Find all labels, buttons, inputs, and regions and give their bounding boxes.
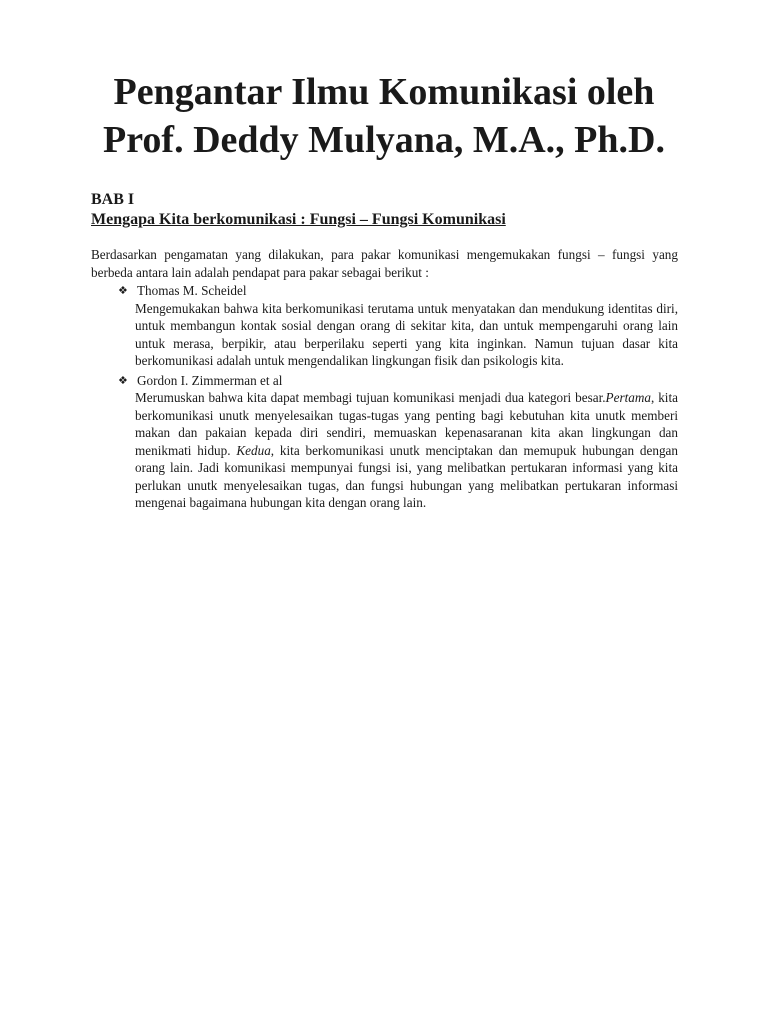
diamond-bullet-icon: ❖ <box>118 284 128 297</box>
list-item-heading <box>91 282 678 300</box>
emphasis-pertama: Pertama <box>605 390 651 405</box>
list-item <box>91 372 678 512</box>
title-line-1: Pengantar Ilmu Komunikasi oleh <box>113 71 655 113</box>
title-line-2: Prof. Deddy Mulyana, M.A., Ph.D. <box>103 119 665 161</box>
expert-list <box>91 282 678 514</box>
expert-name: Thomas M. Scheidel <box>137 283 247 298</box>
description-text: Merumuskan bahwa kita dapat membagi tujuan komunikasi menjadi dua kategori besar. <box>135 390 606 405</box>
description-text: , kita berkomunikasi unutk menyelesaikan tugas-tugas yang penting bagi kebutuhan kita unutk memberi makan dan pakaian kepada diri sendiri, memuaskan kepenasaranan kita akan lingkungan dan menikmati hidup. <box>135 390 678 458</box>
diamond-bullet-icon: ❖ <box>118 373 128 387</box>
intro-paragraph: Berdasarkan pengamatan yang dilakukan, para pakar komunikasi mengemukakan fungsi – fungsi yang berbeda antara lain adalah pendapat para pakar sebagai berikut : <box>91 247 678 280</box>
chapter-title: Mengapa Kita berkomunikasi : Fungsi – Fungsi Komunikasi <box>91 211 506 228</box>
description-text: , kita berkomunikasi unutk menciptakan dan memupuk hubungan dengan orang lain. Jadi komunikasi mempunyai fungsi isi, yang melibatkan pertukaran informasi yang kita perlukan unutk menyelesaikan tugas, dan fungsi hubungan yang melibatkan pertukaran informasi mengenai bagaimana hubungan kita dengan orang lain. <box>135 442 678 510</box>
expert-description: Mengemukakan bahwa kita berkomunikasi terutama untuk menyatakan dan mendukung identitas diri, untuk membangun kontak sosial dengan orang di sekitar kita, dan untuk mempengaruhi orang lain untuk merasa, berpikir, atau berperilaku seperti yang kita inginkan. Namun tujuan dasar kita berkomunikasi adalah untuk mengendalikan lingkungan fisik dan psikologis kita. <box>135 300 678 368</box>
expert-description <box>135 389 678 512</box>
chapter-label: BAB I <box>91 191 135 208</box>
list-item-heading <box>91 372 678 390</box>
chapter-heading <box>91 190 681 230</box>
emphasis-kedua: Kedua <box>236 442 271 458</box>
document-title <box>60 68 708 164</box>
list-item <box>91 282 678 370</box>
expert-name: Gordon I. Zimmerman et al <box>137 372 283 388</box>
